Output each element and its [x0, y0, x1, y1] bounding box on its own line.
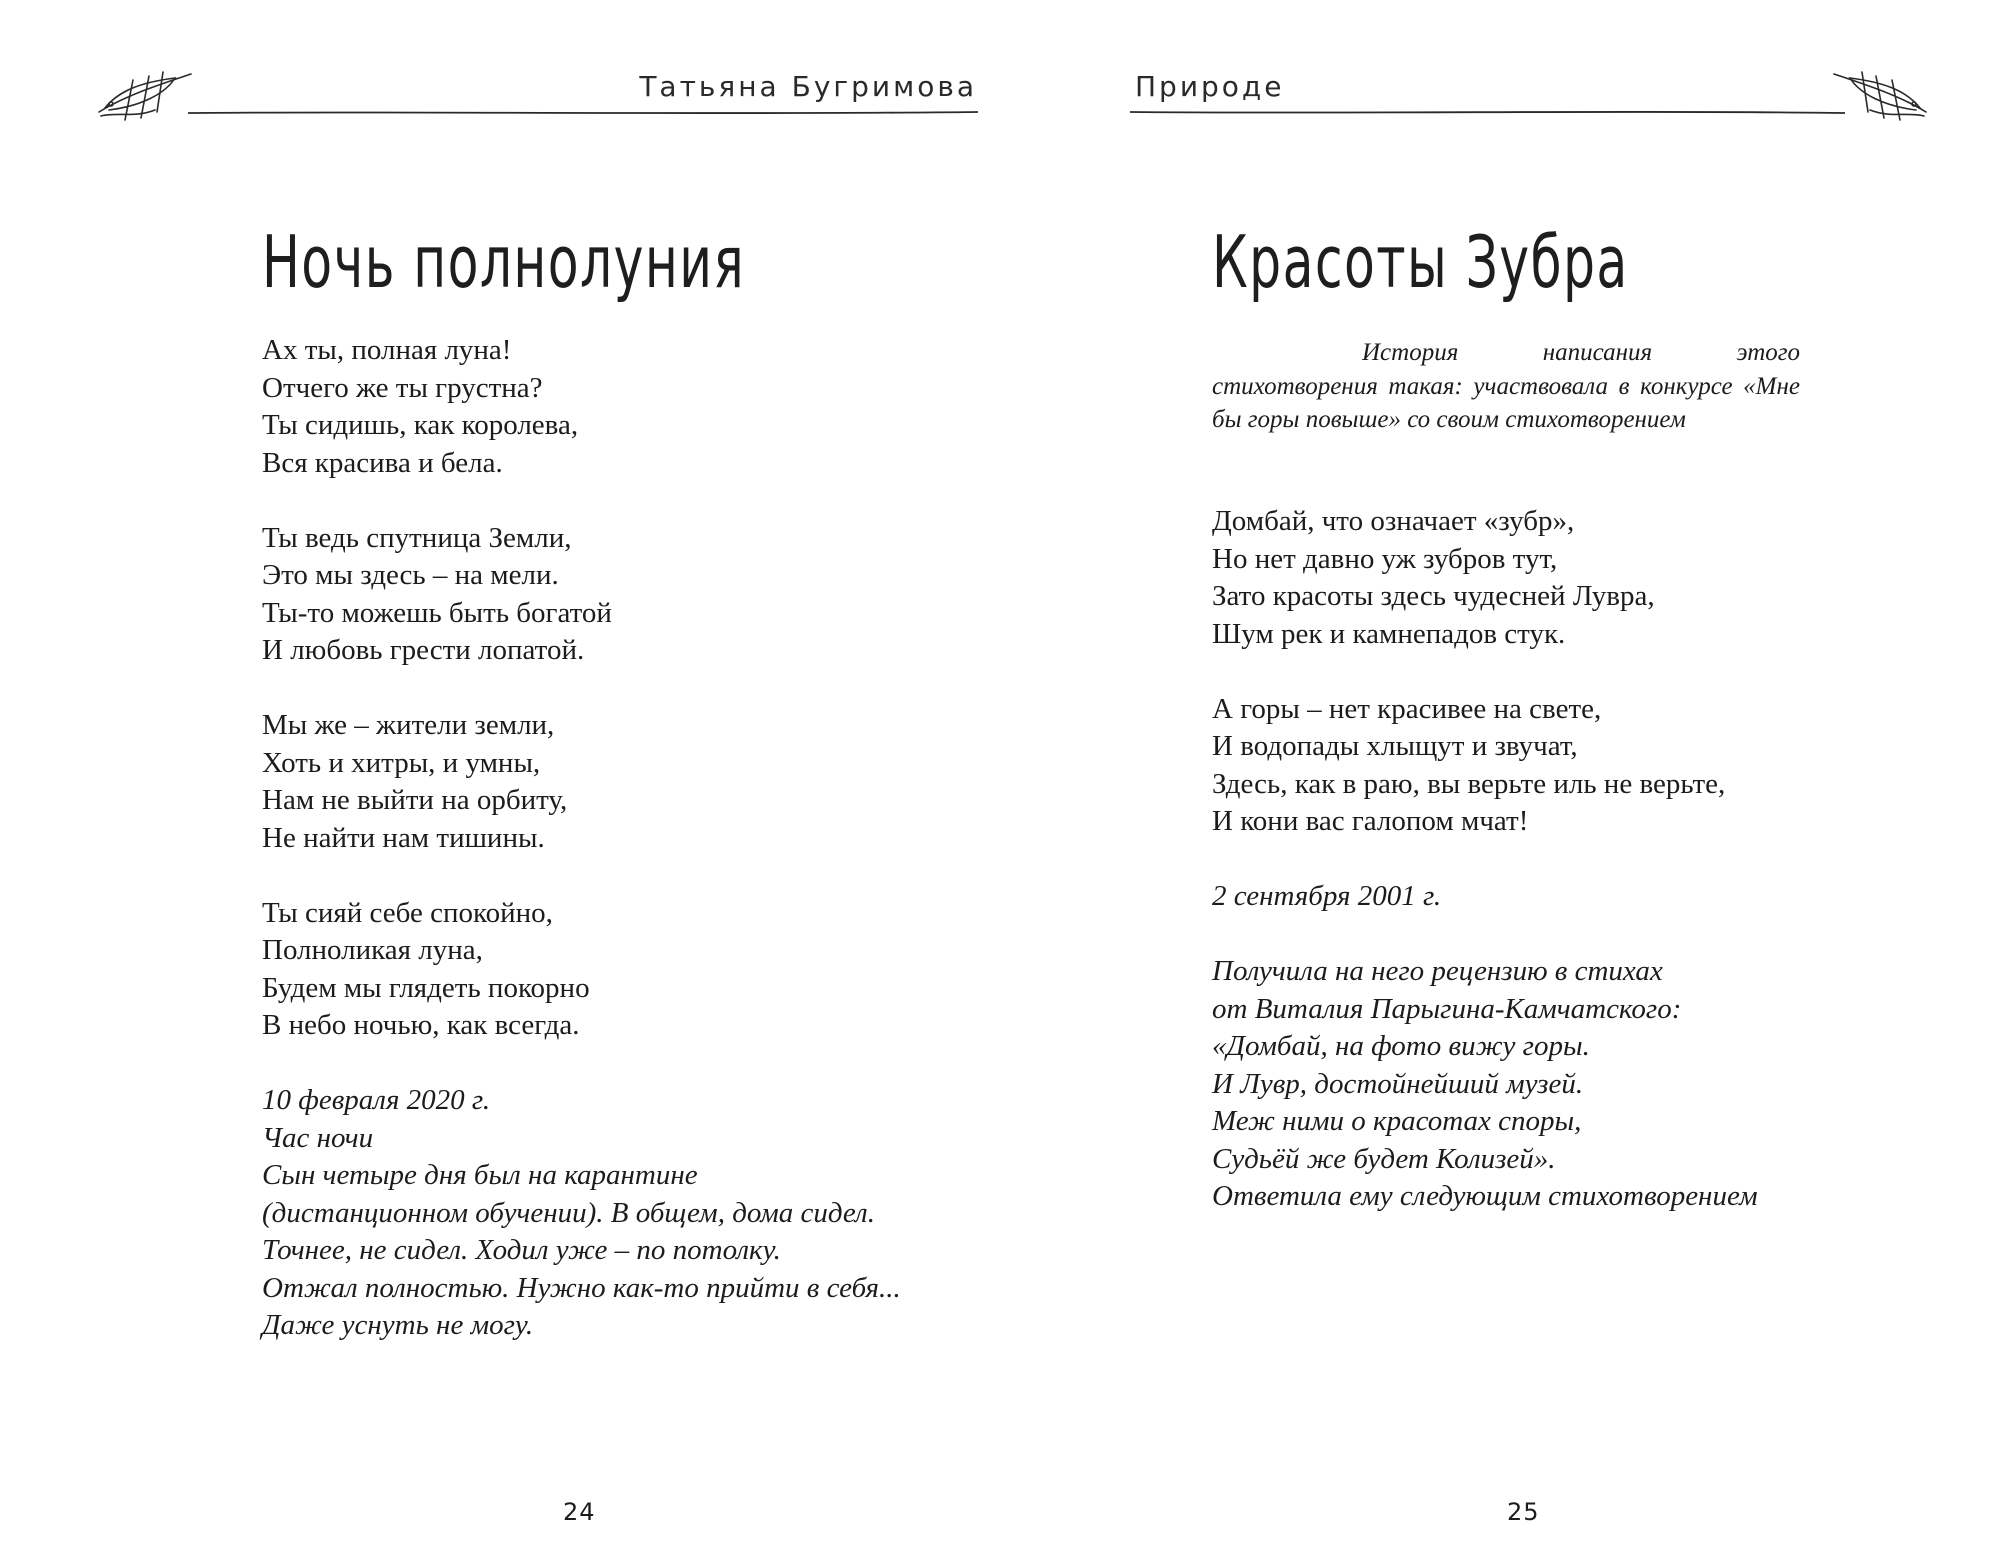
- stanza: [262, 520, 901, 670]
- poem-line: И кони вас галопом мчат!: [1212, 805, 1529, 837]
- note-line: Судьёй же будет Колизей».: [1212, 1142, 1556, 1175]
- poem-line: Нам не выйти на орбиту,: [262, 784, 568, 816]
- author-note: [262, 1082, 901, 1345]
- note-line: Отжал полностью. Нужно как-то прийти в себя...: [262, 1271, 901, 1304]
- page-number: 24: [563, 1498, 596, 1526]
- stanza: [1212, 691, 1758, 841]
- poem-body: [262, 332, 901, 1345]
- date-line: 2 сентября 2001 г.: [1212, 880, 1442, 912]
- poem-line: Это мы здесь – на мели.: [262, 559, 559, 591]
- poem-date: [1212, 878, 1758, 916]
- poem-line: Мы же – жители земли,: [262, 709, 555, 741]
- running-head: Природе: [1135, 70, 1285, 103]
- note-line: Получила на него рецензию в стихах: [1212, 955, 1663, 987]
- note-line: «Домбай, на фото вижу горы.: [1212, 1030, 1590, 1062]
- poem-line: Вся красива и бела.: [262, 446, 503, 479]
- stanza: [262, 707, 901, 857]
- note-line: от Виталия Парыгина-Камчатского:: [1212, 992, 1682, 1025]
- poem-line: Отчего же ты грустна?: [262, 371, 543, 404]
- poem-line: Шум рек и камнепадов стук.: [1212, 617, 1566, 650]
- note-line: Час ночи: [262, 1121, 374, 1154]
- poem-line: И водопады хлыщут и звучат,: [1212, 730, 1578, 762]
- note-line: (дистанционном обучении). В общем, дома сидел.: [262, 1196, 875, 1229]
- note-line: Даже уснуть не могу.: [262, 1309, 534, 1341]
- poem-line: Но нет давно уж зубров тут,: [1212, 542, 1558, 575]
- poem-line: Ты сияй себе спокойно,: [262, 896, 553, 929]
- poem-line: Будем мы глядеть покорно: [262, 971, 590, 1004]
- poem-line: И любовь грести лопатой.: [262, 634, 585, 666]
- author-note: [1212, 953, 1758, 1216]
- poem-line: Домбай, что означает «зубр»,: [1212, 505, 1575, 537]
- leaf-icon: [1830, 60, 1930, 128]
- poem-body: [1212, 503, 1758, 1216]
- poem-line: В небо ночью, как всегда.: [262, 1009, 580, 1041]
- poem-title: Ночь полнолуния: [262, 220, 746, 304]
- page-number: 25: [1507, 1498, 1540, 1526]
- header-rule: [1130, 107, 1845, 119]
- running-head: Татьяна Бугримова: [639, 70, 977, 103]
- note-line: Точнее, не сидел. Ходил уже – по потолку.: [262, 1234, 781, 1266]
- note-line: 10 февраля 2020 г.: [262, 1084, 491, 1116]
- stanza: [262, 332, 901, 482]
- note-line: Меж ними о красотах споры,: [1212, 1105, 1582, 1137]
- poem-line: Не найти нам тишины.: [262, 821, 545, 854]
- header-rule: [188, 107, 978, 119]
- poem-line: Зато красоты здесь чудесней Лувра,: [1212, 580, 1655, 612]
- right-page: [1000, 0, 2000, 1565]
- stanza: [262, 895, 901, 1045]
- poem-line: Ты сидишь, как королева,: [262, 409, 579, 441]
- poem-line: Ты-то можешь быть богатой: [262, 596, 612, 629]
- poem-line: Ах ты, полная луна!: [262, 334, 512, 366]
- leaf-icon: [95, 60, 195, 128]
- poem-line: Хоть и хитры, и умны,: [262, 746, 541, 779]
- stanza: [1212, 503, 1758, 653]
- epigraph: История написания этого стихотворения такая: участвовала в конкурсе «Мне бы горы повыше» со своим стихотворением: [1212, 339, 1800, 433]
- note-line: Сын четыре дня был на карантине: [262, 1159, 698, 1191]
- poem-line: Полноликая луна,: [262, 934, 483, 966]
- note-line: И Лувр, достойнейший музей.: [1212, 1067, 1584, 1100]
- note-line: Ответила ему следующим стихотворением: [1212, 1180, 1758, 1212]
- poem-title: Красоты Зубра: [1212, 220, 1629, 304]
- poem-line: Здесь, как в раю, вы верьте иль не верьте,: [1212, 767, 1726, 800]
- poem-line: А горы – нет красивее на свете,: [1212, 692, 1602, 725]
- poem-line: Ты ведь спутница Земли,: [262, 521, 572, 554]
